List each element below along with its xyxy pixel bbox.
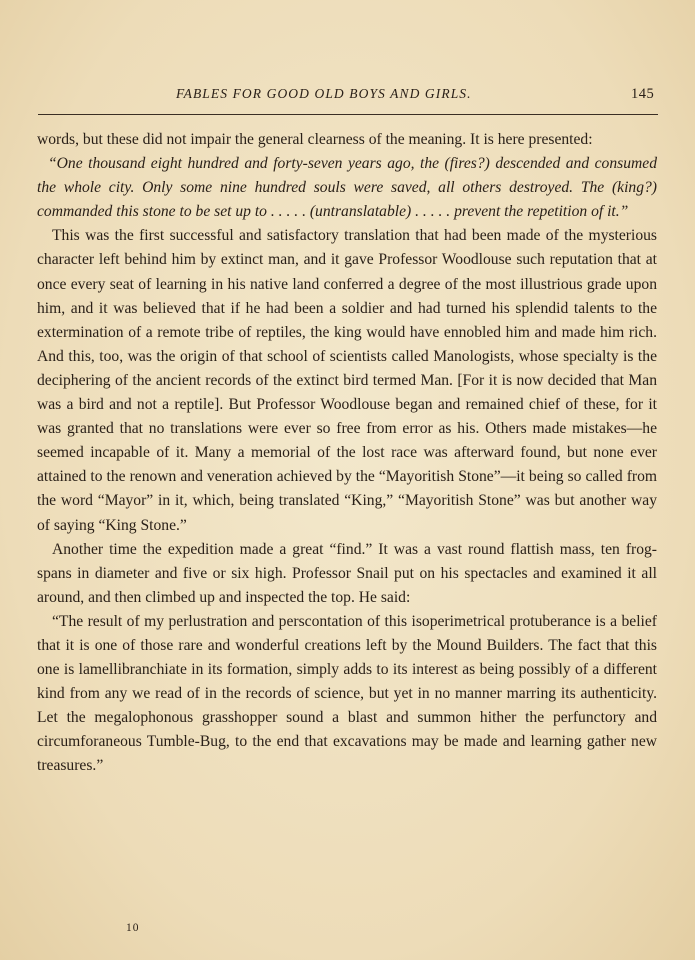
page-number: 145 bbox=[631, 86, 655, 102]
header-rule bbox=[38, 114, 658, 115]
paragraph-translation: This was the first successful and satisfactory translation that had been made of the mysterious character left behind him by extinct man, and it gave Professor Woodlouse such reputation that at once every seat of learning in his native land conferred a degree of the most illustrious grade upon him, and it was believed that if he had been a soldier and had turned his splendid talents to the extermination of a remote tribe of reptiles, the king would have ennobled him and made him rich. And this, too, was the origin of that school of scientists called Manologists, whose specialty is the deciphering of the ancient records of the extinct bird termed Man. [For it is now decided that Man was a bird and not a reptile]. But Professor Woodlouse began and remained chief of these, for it was granted that no translations were ever so free from error as his. Others made mistakes—he seemed incapable of it. Many a memorial of the lost race was afterward found, but none ever attained to the renown and veneration achieved by the “Mayoritish Stone”—it being so called from the word “Mayor” in it, which, being translated “King,” “Mayoritish Stone” was but another way of saying “King Stone.” bbox=[37, 227, 657, 534]
running-head-title: FABLES FOR GOOD OLD BOYS AND GIRLS. bbox=[176, 86, 472, 101]
signature-mark: 10 bbox=[126, 922, 140, 934]
paragraph-continuation: words, but these did not impair the general clearness of the meaning. It is here presented: bbox=[37, 131, 593, 148]
paragraph-snail-speech: “The result of my perlustration and perscontation of this isoperimetrical protuberance is a belief that it is one of those rare and wonderful creations left by the Mound Builders. The fact that this one is lamellibranchiate in its formation, simply adds to its interest as being possibly of a different kind from any we read of in the records of science, but yet in no manner marring its authenticity. Let the megalophonous grasshopper sound a blast and summon hither the perfunctory and circumforaneous Tumble-Bug, to the end that excavations may be made and learning gather new treasures.” bbox=[37, 612, 657, 775]
body-text bbox=[37, 128, 657, 779]
paragraph-find: Another time the expedition made a great “find.” It was a vast round flattish mass, ten frog-spans in diameter and five or six high. Professor Snail put on his spectacles and examined it all around, and then climbed up and inspected the top. He said: bbox=[37, 540, 657, 606]
running-head bbox=[0, 86, 695, 110]
paragraph-stone-inscription: “One thousand eight hundred and forty-seven years ago, the (fires?) descended and consumed the whole city. Only some nine hundred souls were saved, all others destroyed. The (king?) commanded this stone to be set up to . . . . . (untranslatable) . . . . . prevent the repetition of it.” bbox=[37, 155, 657, 221]
